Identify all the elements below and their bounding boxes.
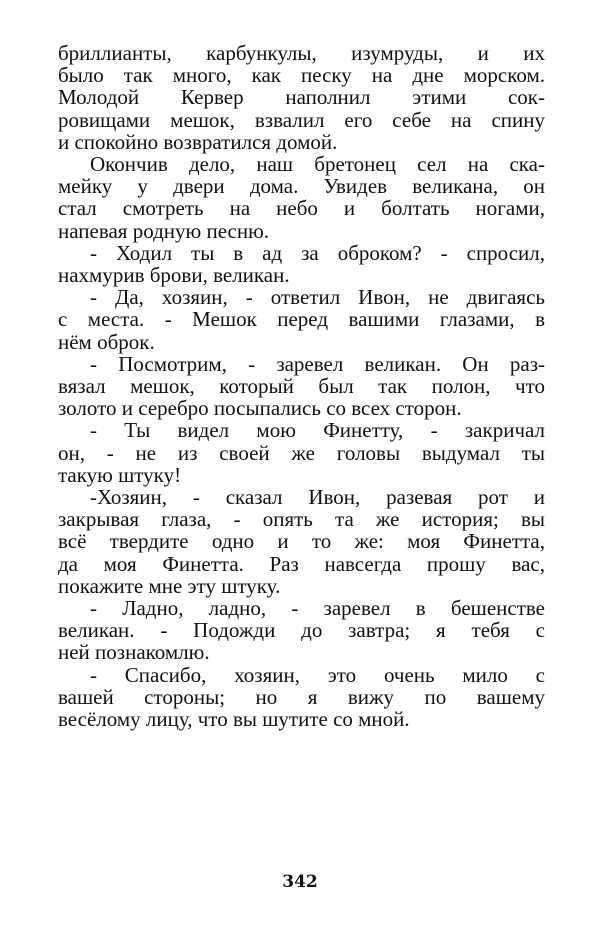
- text-line: Молодой Кервер наполнил этими сок-: [58, 85, 545, 110]
- text-line: - Спасибо, хозяин, это очень мило с: [90, 662, 545, 687]
- paragraph: [58, 242, 545, 286]
- text-line: великан. - Подожди до завтра; я тебя с: [58, 618, 545, 643]
- text-line: всё твердите одно и то же: моя Финетта,: [58, 529, 545, 554]
- paragraph: [58, 353, 545, 420]
- text-line: ровищами мешок, взвалил его себе на спину: [58, 107, 545, 132]
- text-line: -Хозяин, - сказал Ивон, разевая рот и: [90, 485, 545, 510]
- paragraph: [58, 486, 545, 597]
- text-line: закрывая глаза, - опять та же история; вы: [58, 507, 545, 532]
- text-line: мейку у двери дома. Увидев великана, он: [58, 174, 545, 199]
- text-line: - Посмотрим, - заревел великан. Он раз-: [90, 351, 545, 376]
- text-line: нём оброк.: [58, 329, 155, 354]
- paragraph: [58, 153, 545, 242]
- text-line: ней познакомлю.: [58, 640, 210, 665]
- text-line: весёлому лицу, что вы шутите со мной.: [58, 707, 410, 732]
- text-line: напевая родную песню.: [58, 218, 270, 243]
- text-line: да моя Финетта. Раз навсегда прошу вас,: [58, 551, 545, 576]
- text-line: он, - не из своей же головы выдумал ты: [58, 440, 545, 465]
- paragraph: [58, 597, 545, 664]
- text-line: - Да, хозяин, - ответил Ивон, не двигаясь: [90, 285, 545, 310]
- text-line: с места. - Мешок перед вашими глазами, в: [58, 307, 545, 332]
- text-line: бриллианты, карбункулы, изумруды, и их: [58, 41, 545, 65]
- text-line: и спокойно возвратился домой.: [58, 129, 338, 154]
- text-line: вязал мешок, который был так полон, что: [58, 374, 545, 399]
- text-line: - Ладно, ладно, - заревел в бешенстве: [90, 596, 545, 621]
- page-number: 342: [282, 872, 318, 892]
- paragraph: [58, 664, 545, 731]
- text-line: нахмурив брови, великан.: [58, 263, 290, 288]
- page-body: [58, 42, 545, 730]
- paragraph: [58, 286, 545, 353]
- paragraph: [58, 419, 545, 486]
- text-line: такую штуку!: [58, 462, 182, 487]
- paragraph: [58, 42, 545, 153]
- text-line: золото и серебро посыпались со всех сторон.: [58, 396, 462, 421]
- text-line: - Ты видел мою Финетту, - закричал: [90, 418, 545, 443]
- text-line: Окончив дело, наш бретонец сел на ска-: [90, 152, 545, 177]
- text-line: - Ходил ты в ад за оброком? - спросил,: [90, 240, 545, 265]
- text-line: покажите мне эту штуку.: [58, 573, 281, 598]
- text-line: было так много, как песку на дне морском.: [58, 63, 545, 88]
- text-line: стал смотреть на небо и болтать ногами,: [58, 196, 545, 221]
- text-line: вашей стороны; но я вижу по вашему: [58, 684, 545, 709]
